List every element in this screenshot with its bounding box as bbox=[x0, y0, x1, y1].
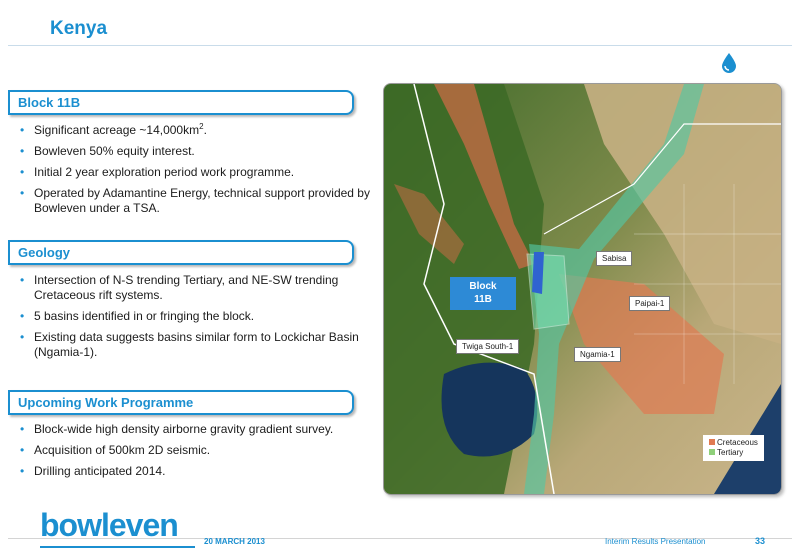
section-title: Block 11B bbox=[18, 95, 81, 110]
block-bullet-list bbox=[20, 123, 370, 222]
water-drop-icon bbox=[721, 52, 737, 74]
bullet-item: • Bowleven 50% equity interest. bbox=[20, 144, 370, 159]
bowleven-logo: bowleven bbox=[40, 507, 178, 543]
legend-swatch bbox=[709, 439, 715, 445]
bullet-item: • Operated by Adamantine Energy, technical support provided by Bowleven under a TSA. bbox=[20, 186, 370, 216]
header-divider bbox=[8, 45, 792, 46]
bullet-item: • Existing data suggests basins similar form to Lockichar Basin (Ngamia-1). bbox=[20, 330, 370, 360]
section-header-block-11b bbox=[8, 90, 354, 115]
bullet-item: • Acquisition of 500km 2D seismic. bbox=[20, 443, 370, 458]
section-header-work-programme bbox=[8, 390, 354, 415]
well-label-paipai-1: Paipai-1 bbox=[629, 296, 670, 311]
well-label-twiga-south-1: Twiga South-1 bbox=[456, 339, 519, 354]
footer-date: 20 MARCH 2013 bbox=[204, 537, 265, 546]
well-label-ngamia-1: Ngamia-1 bbox=[574, 347, 621, 362]
map-legend bbox=[703, 435, 764, 461]
footer-presentation-title: Interim Results Presentation bbox=[605, 537, 706, 546]
bullet-item: • Initial 2 year exploration period work programme. bbox=[20, 165, 370, 180]
page-title: Kenya bbox=[50, 18, 108, 39]
logo-underline bbox=[40, 546, 195, 548]
section-header-geology bbox=[8, 240, 354, 265]
page-number: 33 bbox=[755, 536, 766, 546]
bullet-item: • 5 basins identified in or fringing the block. bbox=[20, 309, 370, 324]
bullet-item: • Block-wide high density airborne gravity gradient survey. bbox=[20, 422, 370, 437]
legend-item: Tertiary bbox=[709, 448, 758, 458]
satellite-map-image bbox=[384, 84, 781, 494]
bullet-item: • Intersection of N-S trending Tertiary, and NE-SW trending Cretaceous rift systems. bbox=[20, 273, 370, 303]
section-title: Geology bbox=[18, 245, 71, 260]
bullet-item: • Significant acreage $\sim 14,000km^2$. bbox=[20, 123, 370, 138]
well-label-sabisa: Sabisa bbox=[596, 251, 632, 266]
bullet-item: • Drilling anticipated 2014. bbox=[20, 464, 370, 479]
geology-bullet-list bbox=[20, 273, 370, 366]
legend-item: Cretaceous bbox=[709, 438, 758, 448]
kenya-block-map bbox=[383, 83, 782, 495]
block-11b-label: Block 11B bbox=[450, 277, 516, 310]
work-bullet-list bbox=[20, 422, 370, 485]
legend-swatch bbox=[709, 449, 715, 455]
section-title: Upcoming Work Programme bbox=[18, 395, 194, 410]
